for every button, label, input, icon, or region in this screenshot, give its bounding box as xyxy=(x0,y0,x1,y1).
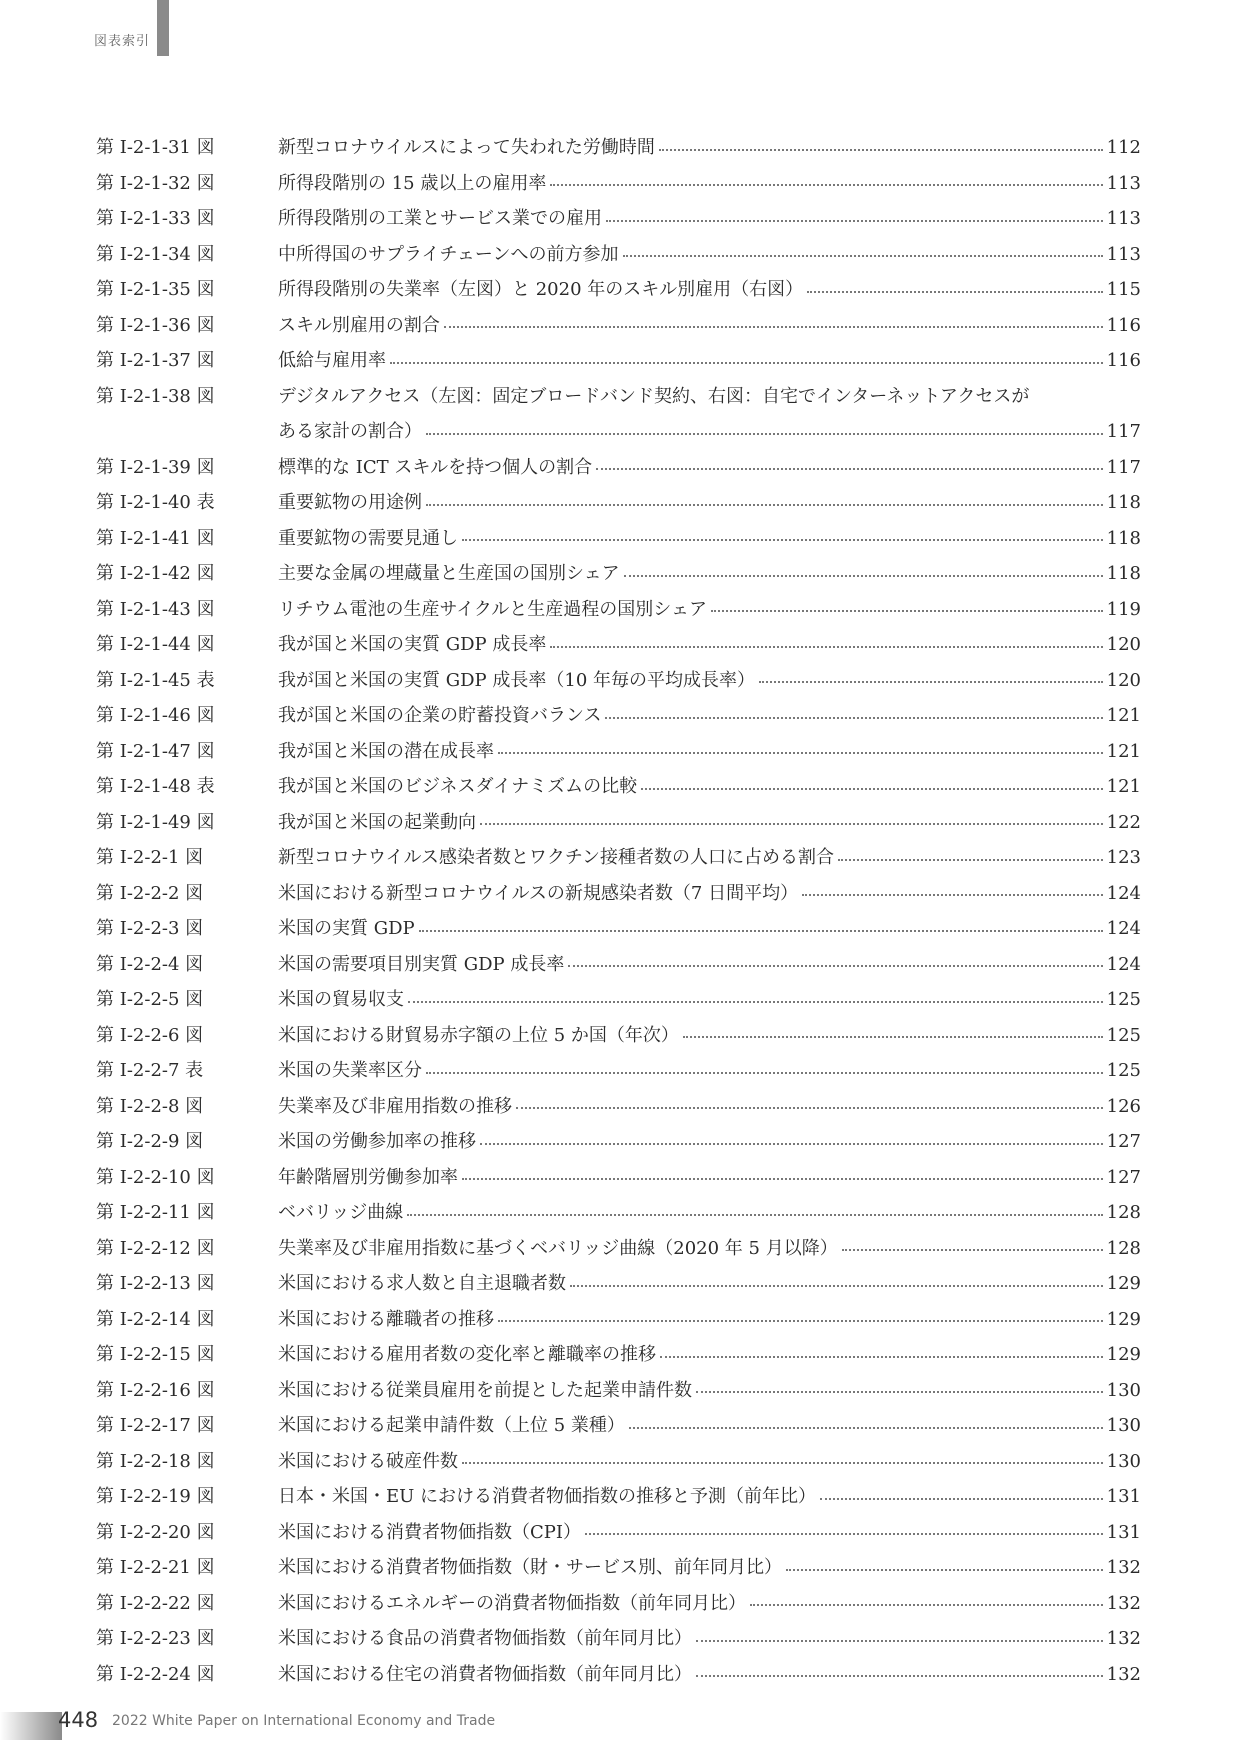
entry-title: 米国の労働参加率の推移 xyxy=(278,1131,476,1152)
entry-page-number: 121 xyxy=(1106,776,1141,797)
dot-leader xyxy=(444,326,1103,328)
toc-entry xyxy=(96,1408,1141,1444)
entry-body xyxy=(278,1266,1141,1302)
entry-body xyxy=(278,1018,1141,1054)
entry-title: 新型コロナウイルス感染者数とワクチン接種者数の人口に占める割合 xyxy=(278,847,835,868)
toc-entry xyxy=(96,343,1141,379)
toc-entry xyxy=(96,1479,1141,1515)
dot-leader xyxy=(750,1604,1103,1606)
entry-body xyxy=(278,485,1141,521)
page-number: 448 xyxy=(58,1708,99,1732)
toc-entry xyxy=(96,166,1141,202)
entry-page-number: 129 xyxy=(1106,1344,1141,1365)
entry-label: 第 I-2-2-5 図 xyxy=(96,989,204,1010)
toc-entry xyxy=(96,1337,1141,1373)
entry-label: 第 I-2-1-49 図 xyxy=(96,811,215,833)
entry-label: 第 I-2-1-48 表 xyxy=(96,776,215,797)
footer-gradient-bar xyxy=(0,1712,62,1740)
entry-body xyxy=(278,592,1141,628)
dot-leader xyxy=(683,1036,1103,1038)
dot-leader xyxy=(480,823,1103,825)
entry-title: 我が国と米国の実質 GDP 成長率 xyxy=(278,634,547,655)
entry-title: 低給与雇用率 xyxy=(278,350,386,371)
entry-label: 第 I-2-2-19 図 xyxy=(96,1486,215,1507)
dot-leader xyxy=(605,717,1102,719)
entry-page-number: 118 xyxy=(1106,527,1141,549)
entry-page-number: 118 xyxy=(1106,492,1141,513)
entry-label: 第 I-2-2-12 図 xyxy=(96,1237,215,1259)
entry-label: 第 I-2-2-20 図 xyxy=(96,1521,215,1543)
publication-title: 2022 White Paper on International Economy and Trade xyxy=(112,1713,496,1729)
entry-title: 我が国と米国の潜在成長率 xyxy=(278,740,494,762)
entry-page-number: 116 xyxy=(1106,314,1141,336)
entry-page-number: 124 xyxy=(1106,918,1141,939)
entry-label: 第 I-2-2-14 図 xyxy=(96,1308,215,1330)
entry-label: 第 I-2-2-3 図 xyxy=(96,918,204,939)
toc-entry xyxy=(96,1195,1141,1231)
entry-label: 第 I-2-2-13 図 xyxy=(96,1273,215,1294)
entry-body xyxy=(278,1657,1141,1693)
dot-leader xyxy=(426,433,1103,435)
entry-page-number: 125 xyxy=(1106,989,1141,1010)
dot-leader xyxy=(623,255,1103,257)
toc-entry xyxy=(96,1124,1141,1160)
entry-page-number: 132 xyxy=(1106,1663,1141,1685)
toc-entry xyxy=(96,1621,1141,1657)
dot-leader xyxy=(641,788,1103,790)
toc-entry xyxy=(96,130,1141,166)
entry-page-number: 119 xyxy=(1106,598,1141,620)
entry-body xyxy=(278,308,1141,344)
entry-body xyxy=(278,556,1141,592)
entry-title: 日本・米国・EU における消費者物価指数の推移と予測（前年比） xyxy=(278,1486,817,1507)
toc-entry xyxy=(96,237,1141,273)
dot-leader xyxy=(568,965,1102,967)
toc-entry xyxy=(96,876,1141,912)
dot-leader xyxy=(759,681,1103,683)
toc-entry xyxy=(96,1515,1141,1551)
entry-label: 第 I-2-1-36 図 xyxy=(96,314,215,336)
entry-body xyxy=(278,272,1141,308)
entry-body xyxy=(278,911,1141,947)
toc-entry xyxy=(96,1160,1141,1196)
entry-title: 米国の失業率区分 xyxy=(278,1060,422,1081)
entry-body xyxy=(278,947,1141,983)
entry-body xyxy=(278,1160,1141,1196)
entry-page-number: 122 xyxy=(1106,811,1141,833)
dot-leader xyxy=(462,539,1103,541)
entry-label: 第 I-2-2-22 図 xyxy=(96,1592,215,1614)
dot-leader xyxy=(407,1214,1102,1216)
dot-leader xyxy=(660,1356,1103,1358)
running-header: 図表索引 xyxy=(94,34,151,49)
entry-label: 第 I-2-2-17 図 xyxy=(96,1415,215,1436)
entry-page-number: 129 xyxy=(1106,1308,1141,1330)
entry-label: 第 I-2-2-9 図 xyxy=(96,1131,204,1152)
dot-leader xyxy=(550,184,1102,186)
entry-body xyxy=(278,1479,1141,1515)
toc-entry xyxy=(96,1586,1141,1622)
entry-label: 第 I-2-2-21 図 xyxy=(96,1557,215,1578)
entry-body xyxy=(278,1515,1141,1551)
dot-leader xyxy=(696,1391,1103,1393)
entry-label: 第 I-2-1-42 図 xyxy=(96,563,215,584)
entry-title: 米国におけるエネルギーの消費者物価指数（前年同月比） xyxy=(278,1592,746,1614)
dot-leader xyxy=(480,1143,1103,1145)
toc-entry xyxy=(96,556,1141,592)
toc-entry xyxy=(96,201,1141,237)
entry-label: 第 I-2-1-40 表 xyxy=(96,492,215,513)
toc-entry xyxy=(96,1089,1141,1125)
entry-label: 第 I-2-1-44 図 xyxy=(96,634,215,655)
entry-title: 米国における新型コロナウイルスの新規感染者数（7 日間平均） xyxy=(278,882,799,904)
entry-title: スキル別雇用の割合 xyxy=(278,314,440,336)
dot-leader xyxy=(629,1427,1103,1429)
dot-leader xyxy=(550,646,1102,648)
entry-page-number: 112 xyxy=(1106,137,1141,158)
entry-title: 重要鉱物の用途例 xyxy=(278,492,422,513)
entry-page-number: 132 xyxy=(1106,1557,1141,1578)
entry-title: 重要鉱物の需要見通し xyxy=(278,527,458,549)
entry-title: 米国の貿易収支 xyxy=(278,989,404,1010)
toc-entry xyxy=(96,1657,1141,1693)
dot-leader xyxy=(696,1640,1103,1642)
entry-body xyxy=(278,1337,1141,1373)
entry-title: 米国における消費者物価指数（CPI） xyxy=(278,1521,581,1543)
entry-label: 第 I-2-2-16 図 xyxy=(96,1379,215,1401)
toc-entry xyxy=(96,769,1141,805)
toc-entry xyxy=(96,592,1141,628)
dot-leader xyxy=(408,1001,1103,1003)
entry-title: 米国の実質 GDP xyxy=(278,918,415,939)
entry-label: 第 I-2-1-37 図 xyxy=(96,350,215,371)
toc-entry xyxy=(96,698,1141,734)
entry-page-number: 113 xyxy=(1106,208,1141,229)
entry-title: 米国における食品の消費者物価指数（前年同月比） xyxy=(278,1628,692,1649)
entry-body xyxy=(278,1302,1141,1338)
entry-body xyxy=(278,698,1141,734)
entry-page-number: 131 xyxy=(1106,1486,1141,1507)
entry-title: デジタルアクセス（左図：固定ブロードバンド契約、右図：自宅でインターネットアクセスが xyxy=(278,385,1030,407)
entry-body xyxy=(278,379,1141,450)
entry-title: 我が国と米国の実質 GDP 成長率（10 年毎の平均成長率） xyxy=(278,669,755,691)
entry-body xyxy=(278,1231,1141,1267)
entry-page-number: 123 xyxy=(1106,847,1141,868)
dot-leader xyxy=(462,1462,1103,1464)
entry-page-number: 128 xyxy=(1106,1237,1141,1259)
entry-body xyxy=(278,982,1141,1018)
entry-page-number: 130 xyxy=(1106,1450,1141,1472)
toc-entry xyxy=(96,947,1141,983)
entry-page-number: 116 xyxy=(1106,350,1141,371)
entry-body xyxy=(278,201,1141,237)
dot-leader xyxy=(426,504,1103,506)
entry-page-number: 115 xyxy=(1106,279,1141,300)
dot-leader xyxy=(419,930,1103,932)
entry-page-number: 132 xyxy=(1106,1628,1141,1649)
entry-label: 第 I-2-2-1 図 xyxy=(96,847,204,868)
entry-title: 所得段階別の工業とサービス業での雇用 xyxy=(278,208,602,229)
entry-label: 第 I-2-2-7 表 xyxy=(96,1060,204,1081)
toc-entry xyxy=(96,1550,1141,1586)
entry-body xyxy=(278,1550,1141,1586)
dot-leader xyxy=(838,859,1103,861)
toc-entry xyxy=(96,1018,1141,1054)
entry-page-number: 125 xyxy=(1106,1060,1141,1081)
entry-body xyxy=(278,1195,1141,1231)
entry-title: 所得段階別の失業率（左図）と 2020 年のスキル別雇用（右図） xyxy=(278,279,804,300)
entry-page-number: 124 xyxy=(1106,882,1141,904)
dot-leader xyxy=(498,1320,1103,1322)
entry-title-continued: ある家計の割合） xyxy=(278,421,422,442)
toc-entry xyxy=(96,1373,1141,1409)
entry-page-number: 129 xyxy=(1106,1273,1141,1294)
toc-entry xyxy=(96,485,1141,521)
entry-label: 第 I-2-2-10 図 xyxy=(96,1166,215,1188)
entry-title: 年齢階層別労働参加率 xyxy=(278,1166,458,1188)
entry-title: 失業率及び非雇用指数に基づくベバリッジ曲線（2020 年 5 月以降） xyxy=(278,1237,838,1259)
entry-page-number: 120 xyxy=(1106,634,1141,655)
dot-leader xyxy=(462,1178,1103,1180)
entry-body xyxy=(278,521,1141,557)
entry-label: 第 I-2-1-45 表 xyxy=(96,669,215,691)
entry-body xyxy=(278,1586,1141,1622)
entry-body xyxy=(278,450,1141,486)
entry-body xyxy=(278,166,1141,202)
entry-title: 米国における住宅の消費者物価指数（前年同月比） xyxy=(278,1663,692,1685)
entry-title: 米国における破産件数 xyxy=(278,1450,458,1472)
toc-entry xyxy=(96,308,1141,344)
entry-page-number: 124 xyxy=(1106,953,1141,975)
header-accent-bar xyxy=(157,0,169,56)
entry-body xyxy=(278,1124,1141,1160)
entry-body xyxy=(278,805,1141,841)
toc-entry xyxy=(96,521,1141,557)
toc-entry xyxy=(96,1302,1141,1338)
dot-leader xyxy=(802,894,1103,896)
dot-leader xyxy=(516,1107,1103,1109)
entry-title: 所得段階別の 15 歳以上の雇用率 xyxy=(278,172,547,194)
entry-body xyxy=(278,1621,1141,1657)
dot-leader xyxy=(585,1533,1103,1535)
dot-leader xyxy=(786,1569,1103,1571)
dot-leader xyxy=(390,362,1103,364)
entry-title: 米国における起業申請件数（上位 5 業種） xyxy=(278,1415,625,1436)
entry-page-number: 113 xyxy=(1106,243,1141,265)
toc-entry xyxy=(96,627,1141,663)
entry-page-number: 127 xyxy=(1106,1166,1141,1188)
toc-entry xyxy=(96,840,1141,876)
entry-page-number: 118 xyxy=(1106,563,1141,584)
dot-leader xyxy=(711,610,1103,612)
entry-body xyxy=(278,130,1141,166)
entry-page-number: 130 xyxy=(1106,1415,1141,1436)
entry-page-number: 113 xyxy=(1106,172,1141,194)
entry-body xyxy=(278,734,1141,770)
entry-page-number: 121 xyxy=(1106,705,1141,726)
entry-label: 第 I-2-2-6 図 xyxy=(96,1024,204,1046)
toc-entry xyxy=(96,1444,1141,1480)
entry-title: 米国における財貿易赤字額の上位 5 か国（年次） xyxy=(278,1024,679,1046)
dot-leader xyxy=(498,752,1103,754)
entry-label: 第 I-2-2-2 図 xyxy=(96,882,204,904)
figure-index-list xyxy=(96,130,1141,1692)
dot-leader xyxy=(807,291,1103,293)
dot-leader xyxy=(570,1285,1103,1287)
toc-entry xyxy=(96,379,1141,450)
entry-label: 第 I-2-2-11 図 xyxy=(96,1202,215,1223)
entry-page-number: 121 xyxy=(1106,740,1141,762)
entry-page-number: 128 xyxy=(1106,1202,1141,1223)
entry-label: 第 I-2-1-39 図 xyxy=(96,456,215,478)
entry-body xyxy=(278,876,1141,912)
entry-label: 第 I-2-2-18 図 xyxy=(96,1450,215,1472)
entry-title: 失業率及び非雇用指数の推移 xyxy=(278,1095,512,1117)
entry-label: 第 I-2-1-34 図 xyxy=(96,243,215,265)
entry-title: 我が国と米国の企業の貯蓄投資バランス xyxy=(278,705,602,726)
entry-body xyxy=(278,237,1141,273)
entry-label: 第 I-2-2-8 図 xyxy=(96,1095,204,1117)
entry-body xyxy=(278,343,1141,379)
dot-leader xyxy=(426,1072,1103,1074)
entry-label: 第 I-2-1-32 図 xyxy=(96,172,215,194)
entry-page-number: 127 xyxy=(1106,1131,1141,1152)
toc-entry xyxy=(96,663,1141,699)
entry-label: 第 I-2-1-47 図 xyxy=(96,740,215,762)
entry-title: 新型コロナウイルスによって失われた労働時間 xyxy=(278,137,655,158)
entry-page-number: 120 xyxy=(1106,669,1141,691)
toc-entry xyxy=(96,1266,1141,1302)
entry-label: 第 I-2-1-33 図 xyxy=(96,208,215,229)
dot-leader xyxy=(606,220,1103,222)
toc-entry xyxy=(96,982,1141,1018)
toc-entry xyxy=(96,1231,1141,1267)
entry-label: 第 I-2-2-24 図 xyxy=(96,1663,215,1685)
entry-title: 米国における消費者物価指数（財・サービス別、前年同月比） xyxy=(278,1557,782,1578)
entry-body xyxy=(278,663,1141,699)
entry-label: 第 I-2-1-41 図 xyxy=(96,527,215,549)
dot-leader xyxy=(624,575,1103,577)
entry-body xyxy=(278,627,1141,663)
toc-entry xyxy=(96,1053,1141,1089)
toc-entry xyxy=(96,911,1141,947)
toc-entry xyxy=(96,734,1141,770)
entry-title: 我が国と米国のビジネスダイナミズムの比較 xyxy=(278,776,638,797)
entry-body xyxy=(278,1089,1141,1125)
entry-title: 米国の需要項目別実質 GDP 成長率 xyxy=(278,953,565,975)
entry-title: 米国における求人数と自主退職者数 xyxy=(278,1273,566,1294)
entry-page-number: 130 xyxy=(1106,1379,1141,1401)
entry-title: ベバリッジ曲線 xyxy=(278,1202,404,1223)
entry-page-number: 117 xyxy=(1106,421,1141,442)
entry-body xyxy=(278,769,1141,805)
entry-label: 第 I-2-1-31 図 xyxy=(96,137,215,158)
entry-title: 標準的な ICT スキルを持つ個人の割合 xyxy=(278,456,593,478)
entry-page-number: 131 xyxy=(1106,1521,1141,1543)
entry-title: 米国における従業員雇用を前提とした起業申請件数 xyxy=(278,1379,692,1401)
entry-label: 第 I-2-2-15 図 xyxy=(96,1344,215,1365)
dot-leader xyxy=(659,149,1103,151)
entry-title: 主要な金属の埋蔵量と生産国の国別シェア xyxy=(278,563,620,584)
entry-label: 第 I-2-1-46 図 xyxy=(96,705,215,726)
dot-leader xyxy=(842,1249,1103,1251)
entry-title: リチウム電池の生産サイクルと生産過程の国別シェア xyxy=(278,598,707,620)
entry-page-number: 132 xyxy=(1106,1592,1141,1614)
entry-label: 第 I-2-1-43 図 xyxy=(96,598,215,620)
entry-label: 第 I-2-1-38 図 xyxy=(96,385,215,407)
entry-page-number: 117 xyxy=(1106,456,1141,478)
entry-body xyxy=(278,1373,1141,1409)
toc-entry xyxy=(96,805,1141,841)
entry-label: 第 I-2-2-23 図 xyxy=(96,1628,215,1649)
dot-leader xyxy=(696,1675,1103,1677)
entry-body xyxy=(278,1408,1141,1444)
entry-title: 米国における離職者の推移 xyxy=(278,1308,494,1330)
dot-leader xyxy=(596,468,1102,470)
dot-leader xyxy=(820,1498,1103,1500)
toc-entry xyxy=(96,450,1141,486)
entry-title: 中所得国のサプライチェーンへの前方参加 xyxy=(278,243,619,265)
entry-body xyxy=(278,1053,1141,1089)
entry-page-number: 126 xyxy=(1106,1095,1141,1117)
toc-entry xyxy=(96,272,1141,308)
entry-page-number: 125 xyxy=(1106,1024,1141,1046)
entry-label: 第 I-2-1-35 図 xyxy=(96,279,215,300)
entry-title: 我が国と米国の起業動向 xyxy=(278,811,476,833)
entry-label: 第 I-2-2-4 図 xyxy=(96,953,204,975)
entry-title: 米国における雇用者数の変化率と離職率の推移 xyxy=(278,1344,656,1365)
entry-body xyxy=(278,840,1141,876)
entry-body xyxy=(278,1444,1141,1480)
